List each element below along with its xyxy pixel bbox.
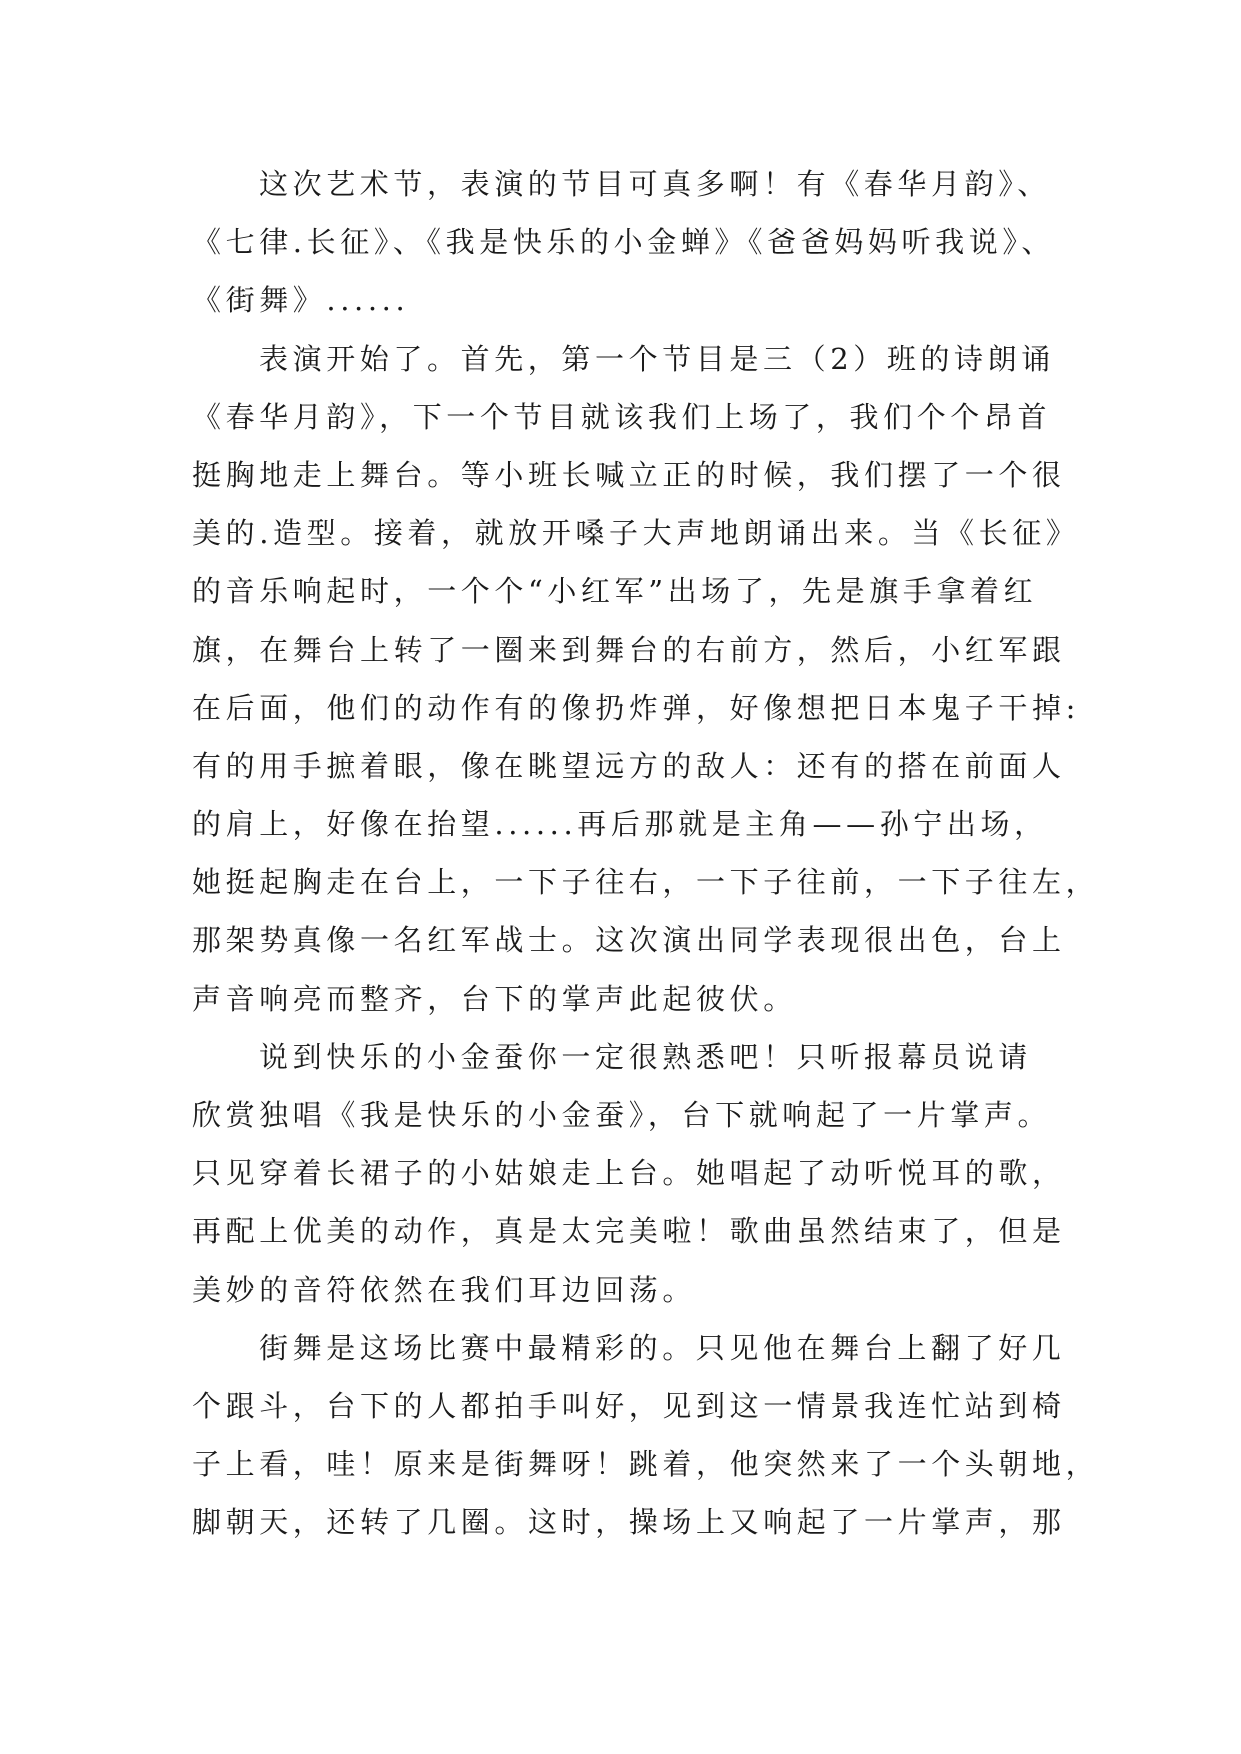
- paragraph-line: 的肩上，好像在抬望......再后那就是主角——孙宁出场，: [192, 807, 1048, 842]
- paragraph-line: 声音响亮而整齐，台下的掌声此起彼伏。: [192, 981, 797, 1016]
- paragraph-line: 个跟斗，台下的人都拍手叫好，见到这一情景我连忙站到椅: [192, 1388, 1066, 1423]
- paragraph-line: 街舞是这场比赛中最精彩的。只见他在舞台上翻了好几: [259, 1330, 1066, 1365]
- paragraph-line: 旗，在舞台上转了一圈来到舞台的右前方，然后，小红军跟: [192, 632, 1066, 667]
- paragraph-line: 欣赏独唱《我是快乐的小金蚕》，台下就响起了一片掌声。: [192, 1098, 1052, 1132]
- paragraph-line: 再配上优美的动作，真是太完美啦！歌曲虽然结束了，但是: [192, 1214, 1066, 1249]
- paragraph-line: 美的.造型。接着，就放开嗓子大声地朗诵出来。当《长征》: [192, 516, 1080, 551]
- paragraph-line: 《春华月韵》，下一个节目就该我们上场了，我们个个昂首: [192, 399, 1052, 434]
- paragraph-line: 的音乐响起时，一个个“小红军”出场了，先是旗手拿着红: [192, 574, 1038, 609]
- paragraph-4: [192, 1319, 1100, 1552]
- paragraph-line: 美妙的音符依然在我们耳边回荡。: [192, 1272, 697, 1307]
- paragraph-line: 《七律.长征》、《我是快乐的小金蝉》《爸爸妈妈听我说》、: [192, 225, 1056, 260]
- paragraph-line: 脚朝天，还转了几圈。这时，操场上又响起了一片掌声，那: [192, 1505, 1066, 1540]
- paragraph-line: 《街舞》......: [192, 283, 410, 318]
- paragraph-line: 挺胸地走上舞台。等小班长喊立正的时候，我们摆了一个很: [192, 457, 1066, 492]
- paragraph-1: [192, 155, 1072, 330]
- paragraph-line: 在后面，他们的动作有的像扔炸弹，好像想把日本鬼子干掉:: [192, 690, 1080, 725]
- paragraph-3: [192, 1028, 1072, 1319]
- paragraph-2: [192, 330, 1100, 1028]
- paragraph-line: 只见穿着长裙子的小姑娘走上台。她唱起了动听悦耳的歌，: [192, 1156, 1066, 1191]
- paragraph-line: 表演开始了。首先，第一个节目是三（2）班的诗朗诵: [259, 341, 1055, 376]
- paragraph-line: 那架势真像一名红军战士。这次演出同学表现很出色，台上: [192, 923, 1066, 958]
- essay-body: [192, 155, 1100, 1552]
- paragraph-line: 这次艺术节，表演的节目可真多啊！有《春华月韵》、: [259, 167, 1051, 201]
- paragraph-line: 说到快乐的小金蚕你一定很熟悉吧！只听报幕员说请: [259, 1039, 1032, 1074]
- paragraph-line: 她挺起胸走在台上，一下子往右，一下子往前，一下子往左，: [192, 865, 1100, 900]
- paragraph-line: 子上看，哇！原来是街舞呀！跳着，他突然来了一个头朝地，: [192, 1447, 1100, 1482]
- paragraph-line: 有的用手摭着眼，像在眺望远方的敌人：还有的搭在前面人: [192, 748, 1066, 783]
